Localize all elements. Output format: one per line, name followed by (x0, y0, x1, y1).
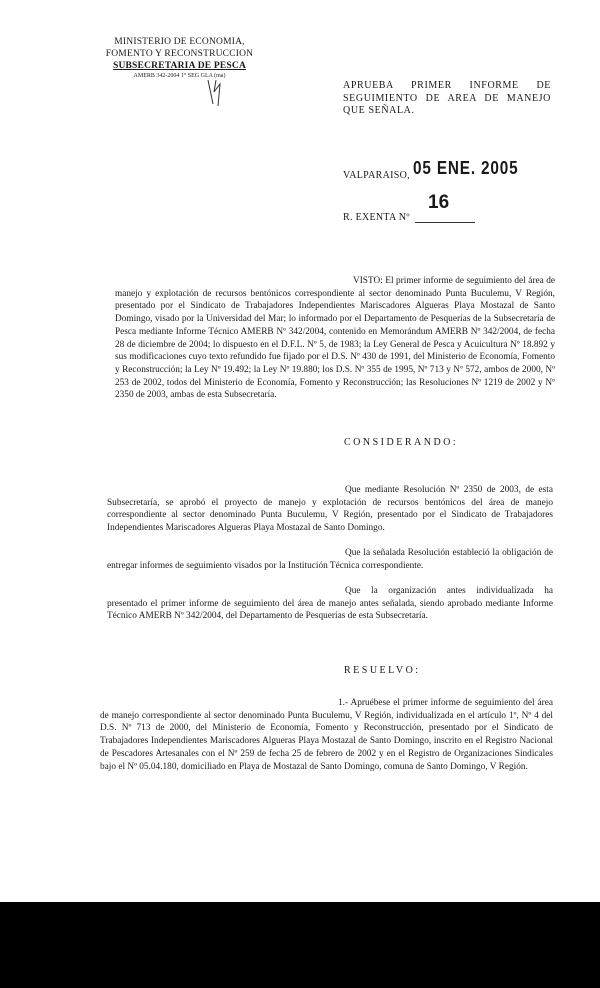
considerando-paragraph-2: Que la señalada Resolución estableció la obligación de entregar informes de seguimiento visados por la Institución Técnica correspondiente. (107, 548, 553, 571)
file-reference: AMERB 342-2004 1° SEG GLA (ma) (133, 73, 226, 79)
letterhead (92, 36, 267, 80)
letterhead-ministry-2: FOMENTO Y RECONSTRUCCION (105, 49, 254, 59)
place-label: VALPARAISO, (343, 170, 410, 181)
resolution-number: 16 (428, 192, 450, 213)
letterhead-ministry: MINISTERIO DE ECONOMIA, (114, 37, 245, 47)
resuelvo-paragraph-1: 1.- Apruébese el primer informe de seguimiento del área de manejo correspondiente al sector denominado Punta Buculemu, V Región, individualizada en el artículo 1º, Nº 4 del D.S. Nº 713 de 2000, del Ministerio de Economía, Fomento y Reconstrucción, presentado por el Sindicato de Trabajadores Independientes Mariscadores Algueras Playa Mostazal de Santo Domingo, inscrito en el Registro Nacional de Pescadores Artesanales con el Nº 259 de fecha 25 de febrero de 2002 y en el Registro de Organizaciones Sindicales bajo el Nº 05.04.180, domiciliado en Playa de Mostazal de Santo Domingo, comuna de Santo Domingo, V Región. (100, 698, 553, 772)
initials-mark-icon (205, 78, 227, 108)
resolution-number-block (343, 192, 553, 224)
place-and-date (343, 158, 553, 188)
resolution-underline (415, 222, 475, 223)
considerando-heading: CONSIDERANDO: (344, 437, 459, 448)
resolution-label: R. EXENTA Nº (343, 212, 410, 223)
considerando-paragraph-1: Que mediante Resolución Nº 2350 de 2003, de esta Subsecretaría, se aprobó el proyecto de manejo y explotación de recursos bentónicos del área de manejo correspondiente al sector denominado Punta Buculemu, V Región, presentado por el Sindicato de Trabajadores Independientes Mariscadores Algueras Playa Mostazal de Santo Domingo. (107, 485, 553, 534)
date-stamp: 05 ENE. 2005 (413, 158, 519, 178)
considerando-paragraph-3: Que la organización antes individualizada ha presentado el primer informe de seguimiento del área de manejo antes señalada, siendo aprobado mediante Informe Técnico AMERB Nº 342/2004, del Departamento de Pesquerías de esta Subsecretaría. (107, 586, 553, 622)
resuelvo-heading: RESUELVO: (344, 665, 421, 676)
scan-border (0, 902, 600, 988)
subject-summary: APRUEBA PRIMER INFORME DE SEGUIMIENTO DE AREA DE MANEJO QUE SEÑALA. (343, 80, 551, 116)
visto-paragraph: VISTO: El primer informe de seguimiento del área de manejo y explotación de recursos bentónicos correspondiente al sector denominado Punta Buculemu, V Región, presentado por el Sindicato de Trabajadores Independientes Mariscadores Algueras Playa Mostazal de Santo Domingo, visado por la Universidad del Mar; lo informado por el Departamento de Pesquerías de la Subsecretaría de Pesca mediante Informe Técnico AMERB Nº 342/2004, contenido en Memorándum AMERB Nº 342/2004, de fecha 28 de diciembre de 2004; lo dispuesto en el D.F.L. Nº 5, de 1983; la Ley General de Pesca y Acuicultura Nº 18.892 y sus modificaciones cuyo texto refundido fue fijado por el D.S. Nº 430 de 1991, del Ministerio de Economía, Fomento y Reconstrucción; la Ley Nº 19.492; la Ley Nº 19.880; los D.S. Nº 355 de 1995, Nº 713 y Nº 572, ambos de 2000, Nº 253 de 2002, todos del Ministerio de Economía, Fomento y Reconstrucción; las Resoluciones Nº 1219 de 2002 y Nº 2350 de 2003, ambas de esta Subsecretaría. (115, 276, 555, 401)
letterhead-subsecretaria: SUBSECRETARIA DE PESCA (112, 61, 247, 71)
